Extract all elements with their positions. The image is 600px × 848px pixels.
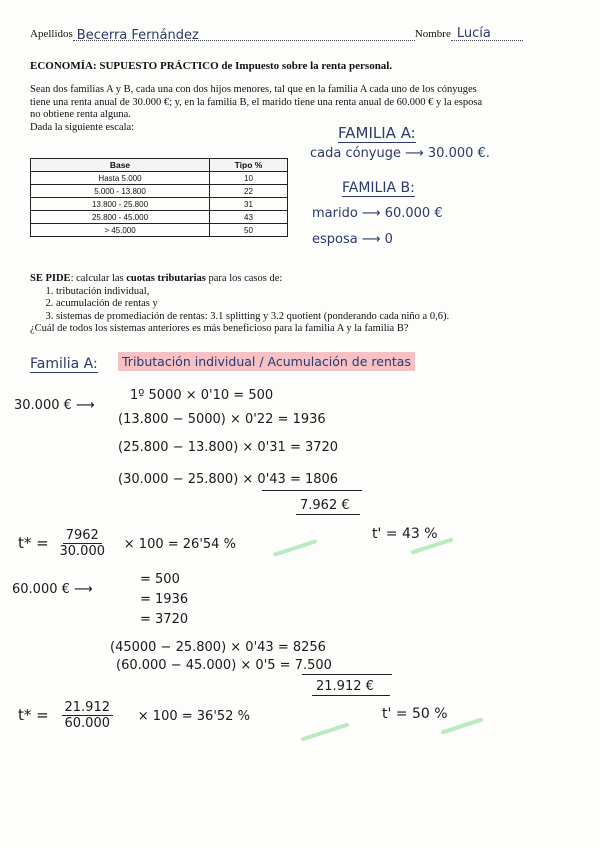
se-pide-text: para los casos de: [205,273,283,284]
note-familia-a-line: cada cónyuge ⟶ 30.000 €. [310,146,490,161]
work-heading-a: Familia A: [30,356,98,372]
b-line-3: = 3720 [140,612,189,627]
highlight-mark [301,722,350,741]
scale-table-wrap [30,158,288,237]
table-row [31,172,288,185]
se-pide-label: SE PIDE [30,273,71,284]
intro-line: no obtiene renta alguna. [30,109,131,120]
se-pide-bold: cuotas tributarias [126,273,206,284]
work-heading-highlight: Tributación individual / Acumulación de rentas [118,352,415,371]
b-line-1: = 500 [140,572,180,587]
table-cell: 5.000 - 13.800 [31,185,210,198]
nombre-value: Lucía [456,25,491,41]
apellidos-value: Becerra Fernández [76,27,199,43]
scale-table [30,158,288,237]
a-total-underline [296,514,360,515]
b-line-4: (45000 − 25.800) × 0'43 = 8256 [110,640,326,655]
note-familia-a-title: FAMILIA A: [338,124,416,142]
list-item: 3. sistemas de promediación de rentas: 3.1 splitting y 3.2 quotient (ponderando cada niño a 0,6). [56,311,578,324]
b-denominator: 60.000 [64,716,110,731]
list-item: 1. tributación individual, [56,286,578,299]
intro-line: tiene una renta anual de 30.000 €; y, en la familia B, el marido tiene una renta anual de 60.000 € y la esposa [30,96,483,108]
a-sum-line [262,490,362,491]
table-cell: 43 [210,211,288,224]
a-line-3: (25.800 − 13.800) × 0'31 = 3720 [118,440,339,455]
a-result: × 100 = 26'54 % [123,537,236,552]
page-title [30,60,392,73]
table-cell: 50 [210,224,288,237]
b-income: 60.000 € ⟶ [12,582,93,597]
se-pide-text: : calcular las [70,273,127,284]
table-row [31,224,288,237]
table-cell: > 45.000 [31,224,210,237]
a-line-2: (13.800 − 5000) × 0'22 = 1936 [118,412,326,427]
b-total-underline [312,695,390,696]
b-marginal: t' = 50 % [382,706,448,722]
table-row [31,211,288,224]
table-cell: Hasta 5.000 [31,172,210,185]
table-cell: 10 [210,172,288,185]
b-tstar [18,700,250,731]
note-familia-b-line2: esposa ⟶ 0 [312,232,393,247]
a-income: 30.000 € ⟶ [14,398,95,413]
list-item: 2. acumulación de rentas y [56,298,578,311]
a-marginal: t' = 43 % [372,526,438,542]
highlight-mark [273,539,318,557]
a-numerator: 7962 [63,528,102,544]
table-cell: 31 [210,198,288,211]
title-bold: ECONOMÍA: SUPUESTO PRÁCTICO [30,60,219,72]
table-header-tipo: Tipo % [210,159,288,172]
table-cell: 13.800 - 25.800 [31,198,210,211]
student-header [30,25,570,43]
se-pide-block [30,273,578,336]
a-line-1: 1º 5000 × 0'10 = 500 [130,388,274,403]
nombre-label: Nombre [414,28,451,40]
b-fraction [62,700,114,731]
task-list [30,286,578,324]
a-fraction [60,528,106,559]
table-cell: 25.800 - 45.000 [31,211,210,224]
a-denominator: 30.000 [59,544,105,559]
intro-line: Sean dos familias A y B, cada una con dos hijos menores, tal que en la familia A cada uno de los cónyuges [30,84,477,95]
b-line-2: = 1936 [140,592,189,607]
b-result: × 100 = 36'52 % [137,709,250,724]
note-familia-b-line1: marido ⟶ 60.000 € [312,206,443,221]
apellidos-label: Apellidos [30,28,73,40]
title-rest: de Impuesto sobre la renta personal. [218,60,393,72]
intro-line: Dada la siguiente escala: [30,121,135,133]
a-tstar-label: t* = [18,534,49,552]
question: ¿Cuál de todos los sistemas anteriores es más beneficioso para la familia A y la familia B? [30,323,409,334]
b-sum-line [302,674,392,675]
b-line-5: (60.000 − 45.000) × 0'5 = 7.500 [116,658,332,673]
intro-paragraph [30,84,575,134]
table-row [31,198,288,211]
a-total: 7.962 € [300,498,350,513]
a-line-4: (30.000 − 25.800) × 0'43 = 1806 [118,472,339,487]
b-numerator: 21.912 [62,700,114,716]
table-header-base: Base [31,159,210,172]
table-row [31,185,288,198]
b-total: 21.912 € [316,679,374,694]
note-familia-b-title: FAMILIA B: [342,180,415,196]
table-cell: 22 [210,185,288,198]
b-tstar-label: t* = [18,706,49,724]
a-tstar [18,528,236,559]
